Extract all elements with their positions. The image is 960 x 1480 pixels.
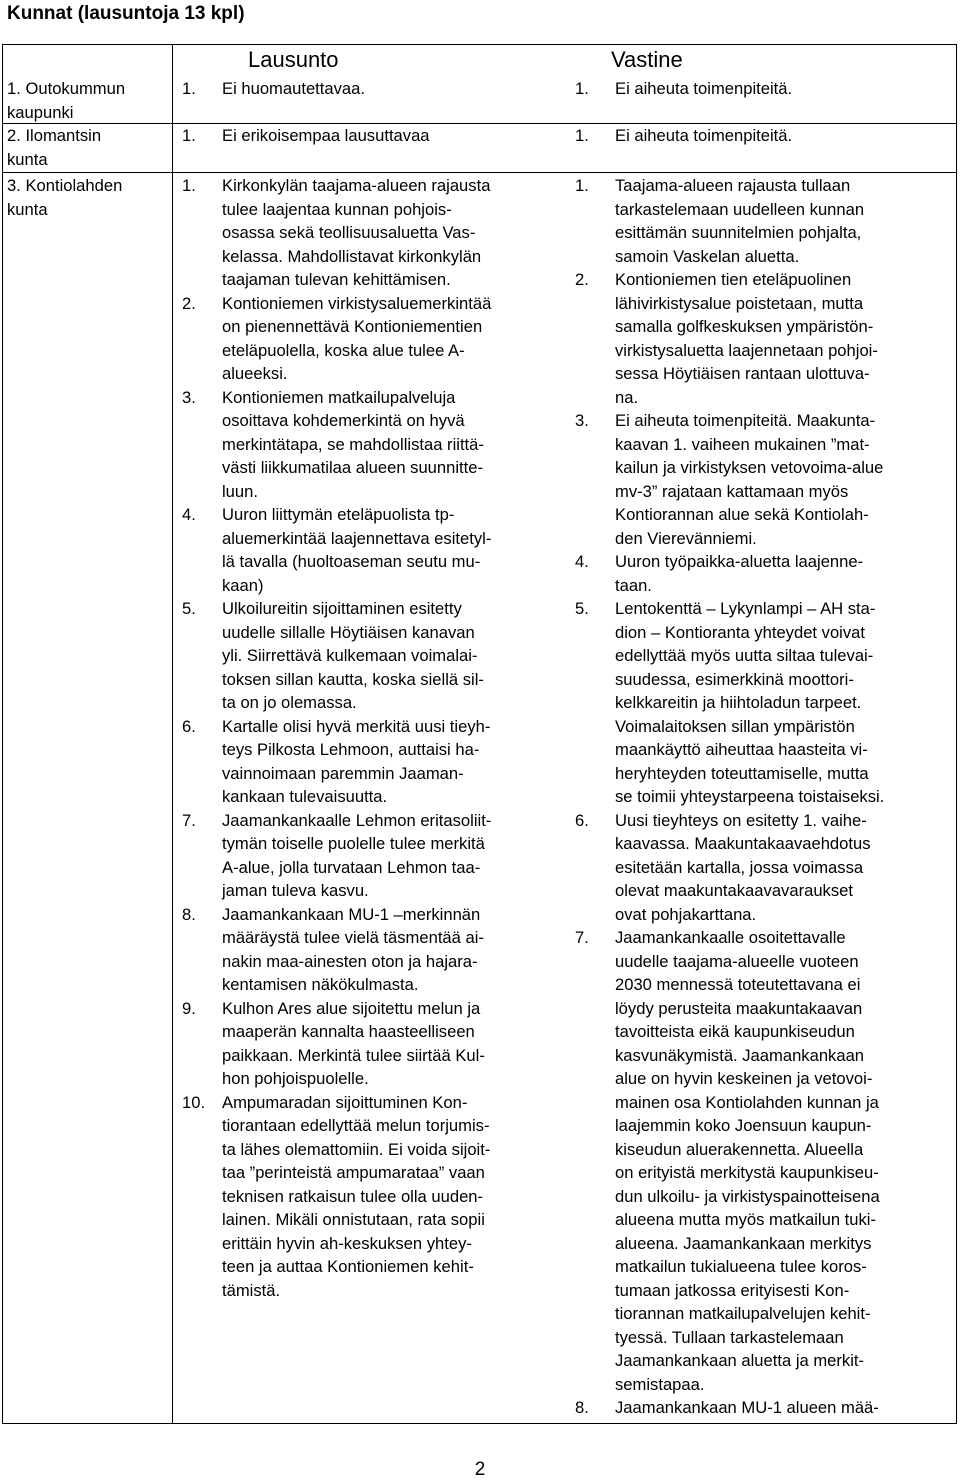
item-number: 2. [182,293,196,313]
response-list [575,174,947,1420]
municipality-cell [7,174,172,221]
municipality-line: 3. Kontiolahden [7,176,123,195]
item-line: lainen. Mikäli onnistutaan, rata sopii [222,1210,485,1229]
item-line: aluemerkintää laajennettava esitetyl- [222,528,492,548]
item-line: Ampumaradan sijoittuminen Kon- [222,1092,468,1112]
item-line: Jaamankankaan MU-1 alueen mää- [615,1398,879,1417]
item-line: Uuron työpaikka-aluetta laajenne- [615,552,864,571]
item-text: Ei aiheuta toimenpiteitä. [615,79,793,98]
item-line: lä tavalla (huoltoaseman seutu mu- [222,552,481,571]
header-response: Vastine [611,47,683,72]
item-line: mv-3” rajataan kattamaan myös [615,481,849,501]
item-number: 1. [182,126,196,145]
item-line: vainnoimaan paremmin Jaaman- [222,763,464,783]
response-item [575,268,947,409]
item-number: 8. [182,904,196,924]
item-line: Kartalle olisi hyvä merkitä uusi tieyh- [222,716,491,736]
item-line: Uusi tieyhteys on esitetty 1. vaihe- [615,810,867,830]
item-line: eteläpuolella, koska alue tulee A- [222,340,465,360]
item-line: hon pohjoispuolelle. [222,1069,369,1088]
statement-item [182,809,552,903]
statement-item [182,292,552,386]
response-cell [575,77,947,101]
item-line: on erityistä merkitystä kaupunkiseu- [615,1163,879,1182]
item-line: uudelle sillalle Höytiäisen kanavan [222,622,475,642]
item-number: 7. [575,928,589,947]
item-line: tyessä. Tullaan tarkastelemaan [615,1327,844,1347]
item-line: A-alue, jolla turvataan Lehmon taa- [222,857,481,877]
municipality-line: kunta [7,149,48,169]
item-line: tämistä. [222,1280,281,1300]
item-line: den Vierevänniemi. [615,528,757,548]
item-line: maaperän kannalta haasteelliseen [222,1022,475,1041]
item-line: taajaman tulevan kehittämisen. [222,270,451,289]
statement-list [182,174,552,1302]
item-line: mainen osa Kontiolahden kunnan ja [615,1092,879,1112]
item-line: kasvunäkymistä. Jaamankankaan [615,1045,865,1065]
item-line: esitetään kartalla, jossa voimassa [615,857,864,877]
item-line: taa ”perinteistä ampumarataa” vaan [222,1163,485,1182]
item-line: samoin Vaskelan aluetta. [615,246,800,266]
table-border-left [2,44,3,1424]
item-line: semistapaa. [615,1374,705,1394]
item-line: paikkaan. Merkintä tulee siirtää Kul- [222,1045,485,1065]
item-line: olevat maakuntakaavavaraukset [615,881,853,900]
statement-item [182,997,552,1091]
item-line: Jaamankankaan aluetta ja merkit- [615,1351,865,1370]
item-line: tavoitteista eikä kaupunkiseudun [615,1022,855,1041]
item-number: 1. [182,176,196,195]
table-border-bottom [2,1423,957,1424]
table-row-divider-2 [2,172,957,173]
item-line: Jaamankankaalle Lehmon eritasoliit- [222,810,492,830]
item-number: 6. [182,716,196,736]
item-line: ta lähes olemattomiin. Ei voida sijoit- [222,1139,491,1159]
item-line: edellyttää myös uutta siltaa tulevai- [615,646,874,665]
item-line: Ei aiheuta toimenpiteitä. Maakunta- [615,411,876,430]
item-line: Kirkonkylän taajama-alueen rajausta [222,176,491,195]
item-number: 4. [575,552,589,571]
item-line: maankäyttö aiheuttaa haasteita vi- [615,740,868,759]
item-line: tymän toiselle puolelle tulee merkitä [222,834,485,853]
item-line: alue on hyvin keskeinen ja vetovoi- [615,1069,873,1088]
item-line: suudessa, esimerkkinä moottori- [615,669,854,689]
item-line: ta on jo olemassa. [222,693,357,712]
item-line: lähivirkistysalue poistetaan, mutta [615,293,864,313]
table-column-divider [172,44,173,1424]
municipality-cell [7,77,172,124]
item-line: osassa sekä teollisuusaluetta Vas- [222,223,476,242]
response-item [575,77,947,101]
item-line: matkailun tukialueena tulee koros- [615,1257,867,1276]
item-line: jaman tuleva kasvu. [222,881,369,900]
item-line: Kontioniemen matkailupalveluja [222,387,456,407]
item-line: ovat pohjakarttana. [615,904,757,924]
item-line: teknisen ratkaisun tulee olla uuden- [222,1186,484,1206]
item-line: Uuron liittymän eteläpuolista tp- [222,505,455,524]
item-line: se toimii yhteystarpeena toistaiseksi. [615,787,885,806]
item-line: Kontioniemen tien eteläpuolinen [615,270,852,289]
item-line: tumaan jatkossa erityisesti Kon- [615,1280,850,1300]
response-item [575,124,947,148]
item-number: 10. [182,1092,206,1112]
statement-item [182,597,552,715]
item-line: toksen sillan kautta, koska siellä sil- [222,669,484,689]
item-line: tiorantaan edellyttää melun torjumis- [222,1116,490,1135]
header-statement: Lausunto [248,47,339,72]
table-border-top [2,44,957,45]
item-line: esittämän suunnitelmien pohjalta, [615,223,862,242]
item-line: alueena mutta myös matkailun tuki- [615,1210,877,1229]
item-line: kelkkareitin ja hiihtoladun tarpeet. [615,693,862,712]
response-item [575,809,947,927]
item-line: löydy perusteita maakuntakaavan [615,998,863,1018]
item-line: kankaan tulevaisuutta. [222,787,388,806]
response-item [575,926,947,1396]
municipality-line: 1. Outokummun [7,79,126,98]
statement-item [182,903,552,997]
item-line: kiseudun aluerakennetta. Alueella [615,1139,864,1159]
statement-item [182,503,552,597]
item-line: Ulkoilureitin sijoittaminen esitetty [222,599,462,618]
response-item [575,550,947,597]
item-number: 5. [575,599,589,618]
item-line: nakin maa-ainesten oton ja hajara- [222,951,478,971]
response-item [575,174,947,268]
item-line: virkistysaluetta laajennetaan pohjoi- [615,340,878,360]
item-line: osoittava kohdemerkintä on hyvä [222,411,465,430]
item-number: 3. [182,387,196,407]
municipality-line: kaupunki [7,102,74,122]
item-line: määräystä tulee vielä täsmentää ai- [222,928,484,947]
item-line: Jaamankankaalle osoitettavalle [615,928,846,947]
item-number: 4. [182,505,196,524]
item-line: uudelle taajama-alueelle vuoteen [615,951,859,971]
response-item [575,1396,947,1420]
item-number: 1. [575,176,589,195]
item-line: kaan) [222,575,264,595]
item-line: heryhteyden toteuttamiselle, mutta [615,763,869,783]
item-line: on pienennettävä Kontioniementien [222,317,483,336]
page-title: Kunnat (lausuntoja 13 kpl) [7,3,245,24]
statement-cell [182,77,552,101]
item-number: 1. [182,79,196,98]
item-line: Kontiorannan alue sekä Kontiolah- [615,505,869,524]
item-line: teen ja auttaa Kontioniemen kehit- [222,1257,474,1276]
item-line: Taajama-alueen rajausta tullaan [615,176,851,195]
response-item [575,409,947,550]
item-line: laajemmin koko Joensuun kaupun- [615,1116,872,1135]
item-number: 7. [182,810,196,830]
item-text: Ei erikoisempaa lausuttavaa [222,126,430,145]
item-number: 9. [182,998,196,1018]
municipality-line: kunta [7,199,48,219]
page-number: 2 [474,1459,486,1480]
response-item [575,597,947,809]
item-number: 6. [575,810,589,830]
item-line: sessa Höytiäisen rantaan ulottuva- [615,364,870,383]
item-line: tiorannan matkailupalvelujen kehit- [615,1304,871,1323]
item-line: yli. Siirrettävä kulkemaan voimalai- [222,646,478,665]
municipality-line: 2. Ilomantsin [7,126,102,145]
item-line: kaavassa. Maakuntakaavaehdotus [615,834,871,853]
statement-item [182,386,552,504]
municipality-cell [7,124,172,171]
item-line: samalla golfkeskuksen ympäristön- [615,317,874,336]
item-text: Ei huomautettavaa. [222,79,365,98]
item-number: 1. [575,126,589,145]
item-number: 8. [575,1398,589,1417]
item-line: kentamisen näkökulmasta. [222,975,419,994]
item-text: Ei aiheuta toimenpiteitä. [615,126,793,145]
item-line: merkintätapa, se mahdollistaa riittä- [222,434,484,454]
item-line: Jaamankankaan MU-1 –merkinnän [222,904,481,924]
table-border-right [956,44,957,1424]
statement-item [182,77,552,101]
item-number: 3. [575,411,589,430]
item-line: erittäin hyvin ah-keskuksen yhtey- [222,1233,472,1253]
item-line: Voimalaitoksen sillan ympäristön [615,716,855,736]
item-line: dun ulkoilu- ja virkistyspainotteisena [615,1186,880,1206]
item-line: alueena. Jaamankankaan merkitys [615,1233,872,1253]
item-line: kaavan 1. vaiheen mukainen ”mat- [615,434,870,454]
item-line: västi liikkumatilaa alueen suunnitte- [222,458,484,477]
response-cell [575,124,947,148]
item-number: 5. [182,599,196,618]
item-line: teys Pilkosta Lehmoon, auttaisi ha- [222,740,480,759]
item-line: tulee laajentaa kunnan pohjois- [222,199,452,219]
item-line: dion – Kontioranta yhteydet voivat [615,622,865,642]
statement-item [182,174,552,292]
statement-item [182,715,552,809]
item-line: Kontioniemen virkistysaluemerkintää [222,293,492,313]
item-line: taan. [615,575,652,595]
item-line: Kulhon Ares alue sijoitettu melun ja [222,998,481,1018]
statement-cell [182,124,552,148]
item-line: kailun ja virkistyksen vetovoima-alue [615,458,884,477]
statement-item [182,124,552,148]
item-number: 1. [575,79,589,98]
item-line: 2030 mennessä toteutettavana ei [615,975,861,994]
item-line: alueeksi. [222,364,288,383]
item-line: kelassa. Mahdollistavat kirkonkylän [222,246,482,266]
item-number: 2. [575,270,589,289]
item-line: tarkastelemaan uudelleen kunnan [615,199,865,219]
item-line: na. [615,387,639,407]
item-line: luun. [222,481,258,501]
statement-item [182,1091,552,1303]
item-line: Lentokenttä – Lykynlampi – AH sta- [615,599,876,618]
